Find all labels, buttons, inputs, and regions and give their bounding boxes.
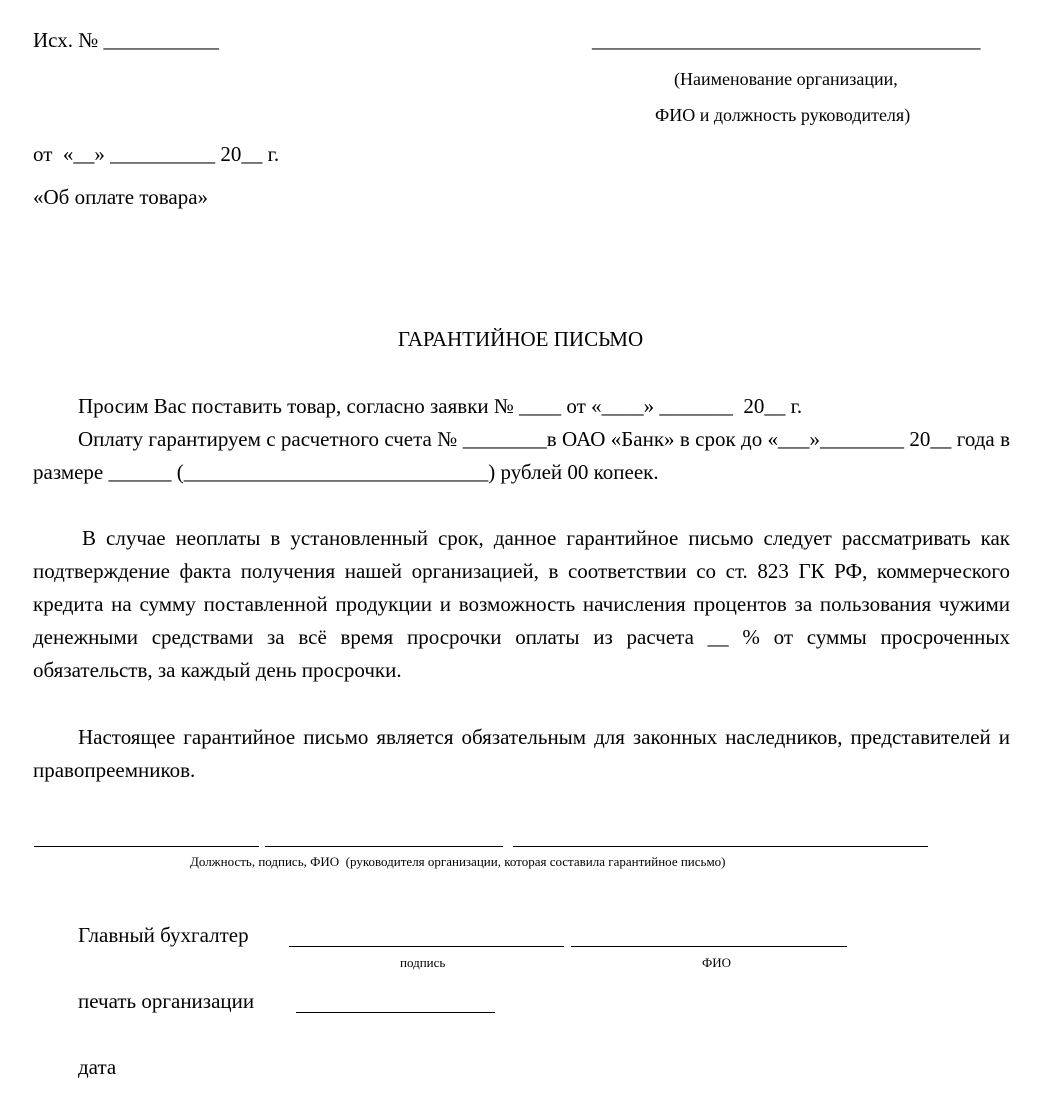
letter-date: от «__» __________ 20__ г.: [33, 142, 280, 166]
signature-name-line: [513, 846, 928, 847]
addressee-line: _____________________________________: [592, 28, 981, 52]
signature-position-line: [34, 846, 259, 847]
outgoing-number: Исх. № ___________: [33, 28, 219, 52]
chief-accountant-label: Главный бухгалтер: [78, 923, 249, 947]
paragraph-payment-guarantee: Оплату гарантируем с расчетного счета № ________в ОАО «Банк» в срок до «___»________ 20__ года в размере ______ (_____________________________) рублей 00 копеек.: [33, 427, 1010, 484]
document-title: ГАРАНТИЙНОЕ ПИСЬМО: [397, 327, 644, 351]
signature-caption: Должность, подпись, ФИО (руководителя организации, которая составила гарантийное письмо): [190, 854, 726, 869]
stamp-label: печать организации: [78, 989, 255, 1013]
signature-sign-line: [265, 846, 503, 847]
accountant-name-caption: ФИО: [702, 955, 732, 970]
paragraph-non-payment: В случае неоплаты в установленный срок, данное гарантийное письмо следует рассматривать как подтверждение факта получения нашей организацией, в соответствии со ст. 823 ГК РФ, коммерческого кредита на сумму поставленной продукции и возможность начисления процентов за пользования чужими денежными средствами за всё время просрочки оплаты из расчета __ % от суммы просроченных обязательств, за каждый день просрочки.: [33, 526, 1010, 682]
paragraph-request: Просим Вас поставить товар, согласно заявки № ____ от «____» _______ 20__ г.: [78, 394, 803, 418]
addressee-hint-director: ФИО и должность руководителя): [655, 105, 911, 125]
accountant-name-line: [571, 946, 847, 947]
letter-subject: «Об оплате товара»: [33, 185, 209, 209]
accountant-sign-caption: подпись: [400, 955, 446, 970]
stamp-line: [296, 1012, 495, 1013]
accountant-sign-line: [289, 946, 564, 947]
date-label: дата: [78, 1055, 117, 1079]
addressee-hint-organization: (Наименование организации,: [674, 69, 898, 89]
paragraph-binding: Настоящее гарантийное письмо является обязательным для законных наследников, представителей и правопреемников.: [33, 725, 1010, 782]
